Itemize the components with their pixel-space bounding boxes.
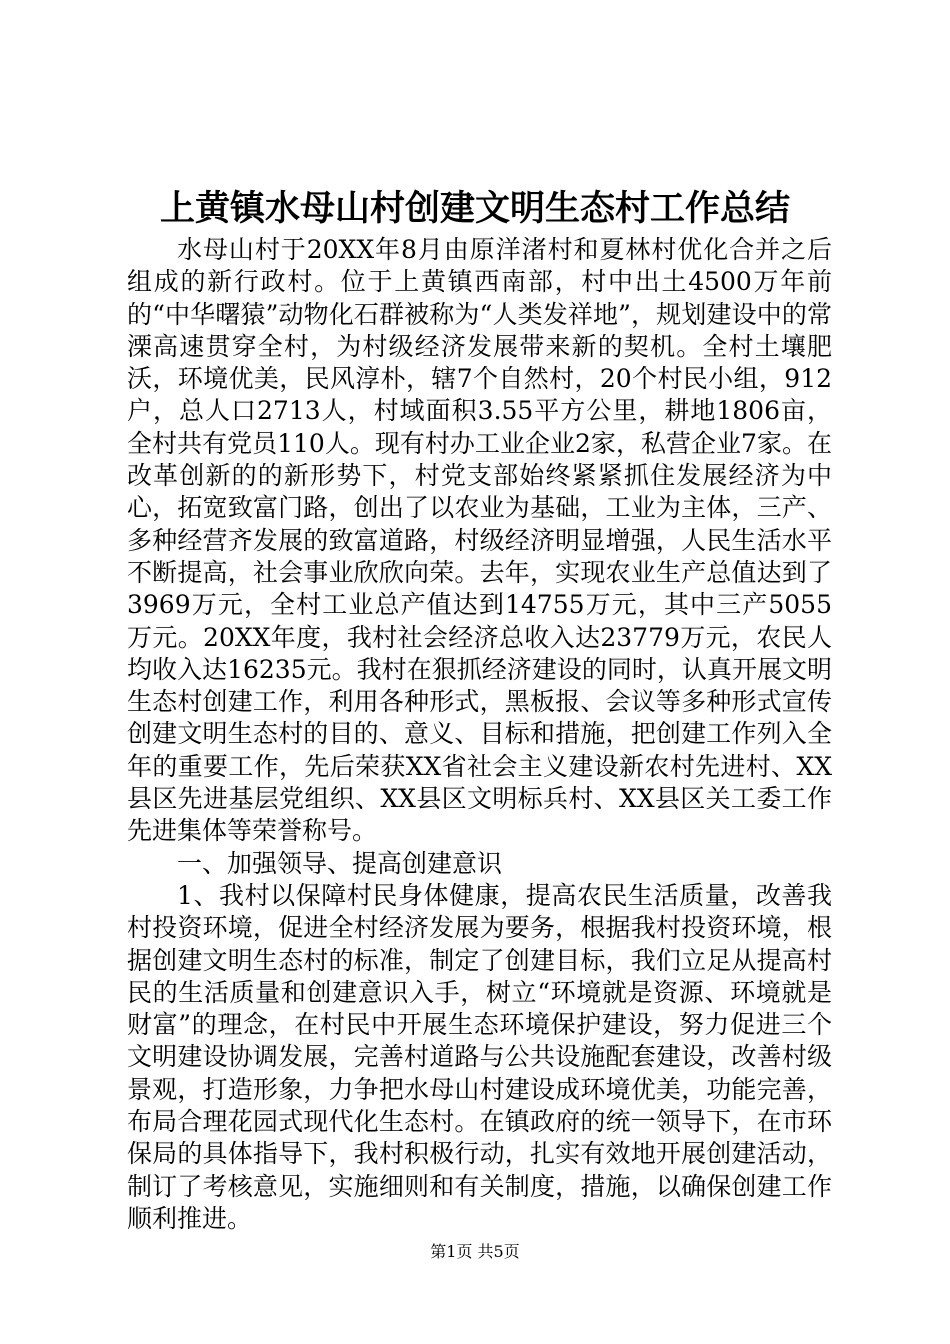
document-body xyxy=(127,234,832,1235)
paragraph-intro: 水母山村于20XX年8月由原洋渚村和夏林村优化合并之后组成的新行政村。位于上黄镇西南部，村中出土4500万年前的“中华曙猿”动物化石群被称为“人类发祥地”，规划建设中的常溧高速贯穿全村，为村级经济发展带来新的契机。全村土壤肥沃，环境优美，民风淳朴，辖7个自然村，20个村民小组，912户，总人口2713人，村域面积3.55平方公里，耕地1806亩，全村共有党员110人。现有村办工业企业2家，私营企业7家。在改革创新的的新形势下，村党支部始终紧紧抓住发展经济为中心，拓宽致富门路，创出了以农业为基础，工业为主体，三产、多种经营齐发展的致富道路，村级经济明显增强，人民生活水平不断提高，社会事业欣欣向荣。去年，实现农业生产总值达到了3969万元，全村工业总产值达到14755万元，其中三产5055万元。20XX年度，我村社会经济总收入达23779万元，农民人均收入达16235元。我村在狠抓经济建设的同时，认真开展文明生态村创建工作，利用各种形式，黑板报、会议等多种形式宣传创建文明生态村的目的、意义、目标和措施，把创建工作列入全年的重要工作，先后荣获XX省社会主义建设新农村先进村、XX县区先进基层党组织、XX县区文明标兵村、XX县区关工委工作先进集体等荣誉称号。 xyxy=(127,235,832,846)
paragraph-section-1: 1、我村以保障村民身体健康，提高农民生活质量，改善我村投资环境，促进全村经济发展为要务，根据我村投资环境，根据创建文明生态村的标准，制定了创建目标，我们立足从提高村民的生活质量和创建意识入手，树立“环境就是资源、环境就是财富”的理念，在村民中开展生态环境保护建设，努力促进三个文明建设协调发展，完善村道路与公共设施配套建设，改善村级景观，打造形象，力争把水母山村建设成环境优美，功能完善，布局合理花园式现代化生态村。在镇政府的统一领导下，在市环保局的具体指导下，我村积极行动，扎实有效地开展创建活动，制订了考核意见，实施细则和有关制度，措施，以确保创建工作顺利推进。 xyxy=(127,880,832,1233)
section-heading: 一、加强领导、提高创建意识 xyxy=(177,848,503,878)
document-title: 上黄镇水母山村创建文明生态村工作总结 xyxy=(159,188,790,229)
page-number-footer: 第1页 共5页 xyxy=(430,1242,520,1261)
